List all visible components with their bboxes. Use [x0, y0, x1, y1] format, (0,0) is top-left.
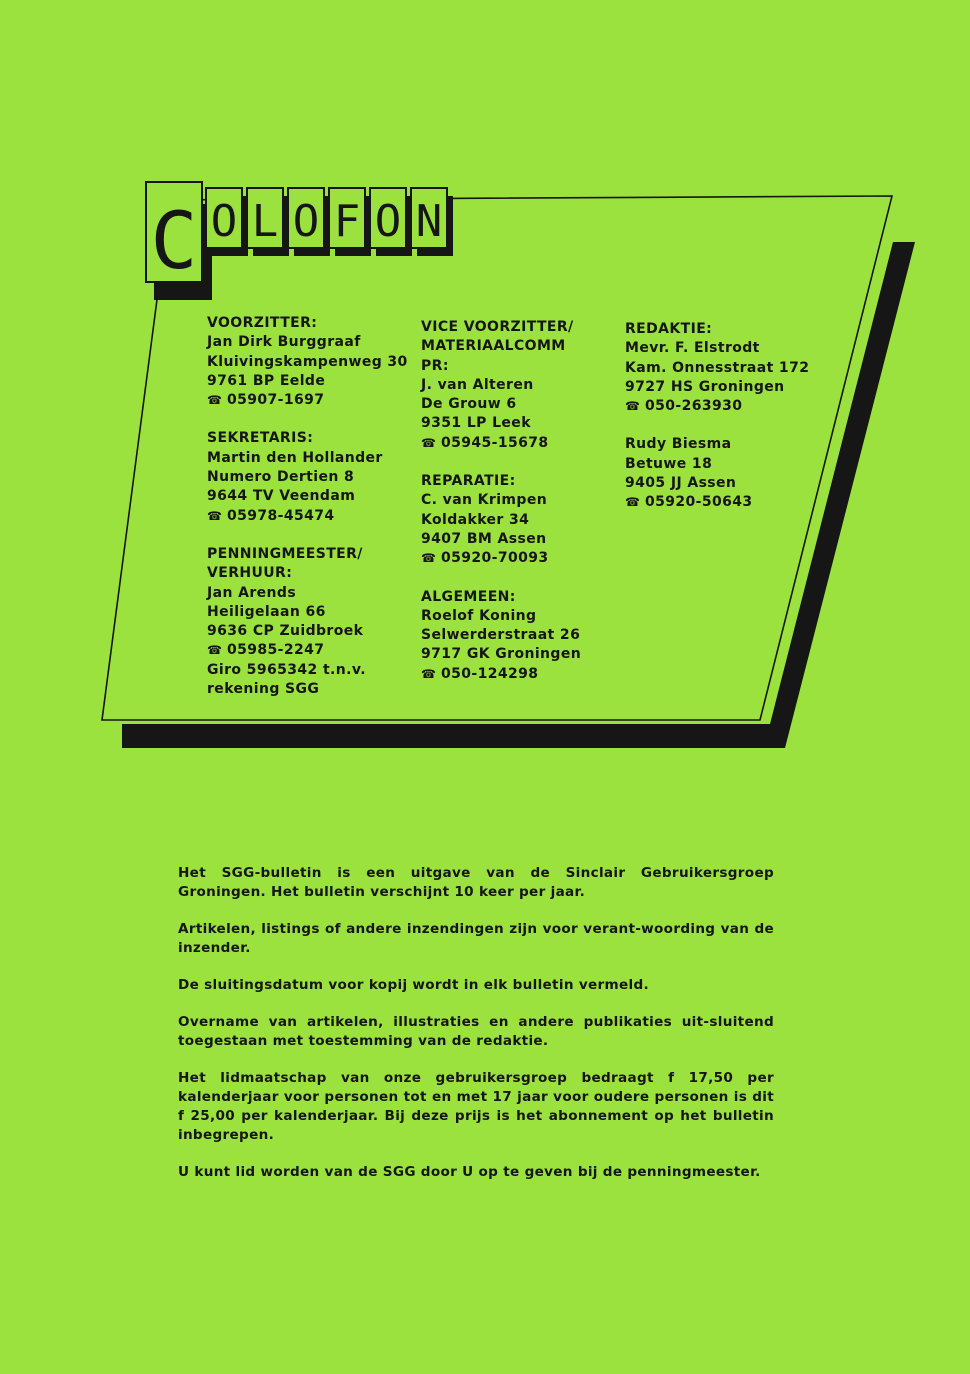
- contact-line: VERHUUR:: [207, 565, 293, 582]
- title-letter: L: [251, 196, 279, 247]
- paragraph-5: Het lidmaatschap van onze gebruikersgroep bedraagt f 17,50 per kalenderjaar voor personen tot en met 17 jaar voor oudere personen is dit f 25,00 per kalenderjaar. Bij deze prijs is het abonnement op het bulletin inbegrepen.: [178, 1070, 774, 1143]
- contact-block: [421, 318, 581, 453]
- contact-line: Jan Arends: [207, 584, 297, 601]
- contacts-column-1: [207, 314, 408, 718]
- contact-line: 9351 LP Leek: [421, 415, 531, 432]
- contact-block: [207, 545, 408, 699]
- contact-line: 9727 HS Groningen: [625, 378, 785, 395]
- title-first-letter: C: [150, 197, 198, 287]
- contact-line: De Grouw 6: [421, 396, 517, 413]
- contact-line: Rudy Biesma: [625, 436, 732, 453]
- colofon-title: [146, 182, 453, 300]
- contact-heading: VICE VOORZITTER/: [421, 319, 574, 335]
- contact-heading: SEKRETARIS:: [207, 430, 314, 447]
- contact-line: Kam. Onnesstraat 172: [625, 359, 810, 376]
- contact-block: [421, 472, 581, 568]
- contact-line: 9407 BM Assen: [421, 530, 547, 547]
- contact-phone: ☎ 050-124298: [421, 665, 581, 684]
- contact-heading: ALGEMEEN:: [421, 588, 516, 605]
- contact-phone: ☎ 05978-45474: [207, 507, 408, 526]
- contact-line: Mevr. F. Elstrodt: [625, 340, 760, 357]
- contacts-column-3: [625, 320, 809, 532]
- contact-block: [625, 320, 809, 416]
- title-letter: N: [415, 196, 443, 247]
- contact-line: Numero Dertien 8: [207, 469, 355, 486]
- contact-line: 9405 JJ Assen: [625, 475, 737, 492]
- contact-phone: ☎ 05985-2247: [207, 641, 408, 660]
- contact-heading: REPARATIE:: [421, 473, 516, 490]
- paragraph-6: U kunt lid worden van de SGG door U op te geven bij de penningmeester.: [178, 1164, 761, 1180]
- contact-phone: ☎ 05920-50643: [625, 493, 809, 512]
- contact-line: rekening SGG: [207, 681, 320, 698]
- contact-line: MATERIAALCOMM: [421, 338, 566, 355]
- contact-line: 9636 CP Zuidbroek: [207, 623, 364, 640]
- paragraph-2: Artikelen, listings of andere inzendingen zijn voor verant-woording van de inzender.: [178, 921, 774, 956]
- contacts-column-2: [421, 318, 581, 703]
- contact-line: 9644 TV Veendam: [207, 488, 356, 505]
- contact-phone: ☎ 050-263930: [625, 397, 809, 416]
- contact-line: Koldakker 34: [421, 511, 530, 528]
- contact-line: 9717 GK Groningen: [421, 646, 582, 663]
- contact-block: [421, 588, 581, 684]
- contact-line: J. van Alteren: [421, 376, 534, 393]
- contact-line: Jan Dirk Burggraaf: [207, 334, 361, 351]
- contact-line: Giro 5965342 t.n.v.: [207, 661, 366, 678]
- paragraph-1: Het SGG-bulletin is een uitgave van de Sinclair Gebruikersgroep Groningen. Het bulletin verschijnt 10 keer per jaar.: [178, 865, 774, 900]
- contact-line: Kluivingskampenweg 30: [207, 353, 408, 370]
- contact-line: Roelof Koning: [421, 607, 537, 624]
- contact-phone: ☎ 05920-70093: [421, 549, 581, 568]
- contact-heading: PENNINGMEESTER/: [207, 545, 363, 562]
- title-letter: O: [210, 196, 238, 247]
- paragraph-4: Overname van artikelen, illustraties en andere publikaties uit-sluitend toegestaan met toestemming van de redaktie.: [178, 1014, 774, 1049]
- bulletin-info-text: [178, 864, 774, 1200]
- contact-line: Martin den Hollander: [207, 449, 383, 466]
- title-letter: F: [333, 196, 361, 247]
- contact-line: PR:: [421, 357, 449, 374]
- contact-line: C. van Krimpen: [421, 492, 548, 509]
- contact-line: Betuwe 18: [625, 455, 713, 472]
- contact-heading: VOORZITTER:: [207, 315, 318, 331]
- contact-line: 9761 BP Eelde: [207, 372, 326, 389]
- contact-phone: ☎ 05907-1697: [207, 391, 408, 410]
- contact-block: [207, 314, 408, 410]
- contact-line: Heiligelaan 66: [207, 603, 326, 620]
- contact-line: Selwerderstraat 26: [421, 627, 581, 644]
- contact-block: [207, 429, 408, 525]
- title-letter: O: [374, 196, 402, 247]
- contact-block: [625, 435, 809, 512]
- contact-phone: ☎ 05945-15678: [421, 434, 581, 453]
- contact-heading: REDAKTIE:: [625, 321, 713, 337]
- paragraph-3: De sluitingsdatum voor kopij wordt in elk bulletin vermeld.: [178, 977, 649, 993]
- title-letter: O: [292, 196, 320, 247]
